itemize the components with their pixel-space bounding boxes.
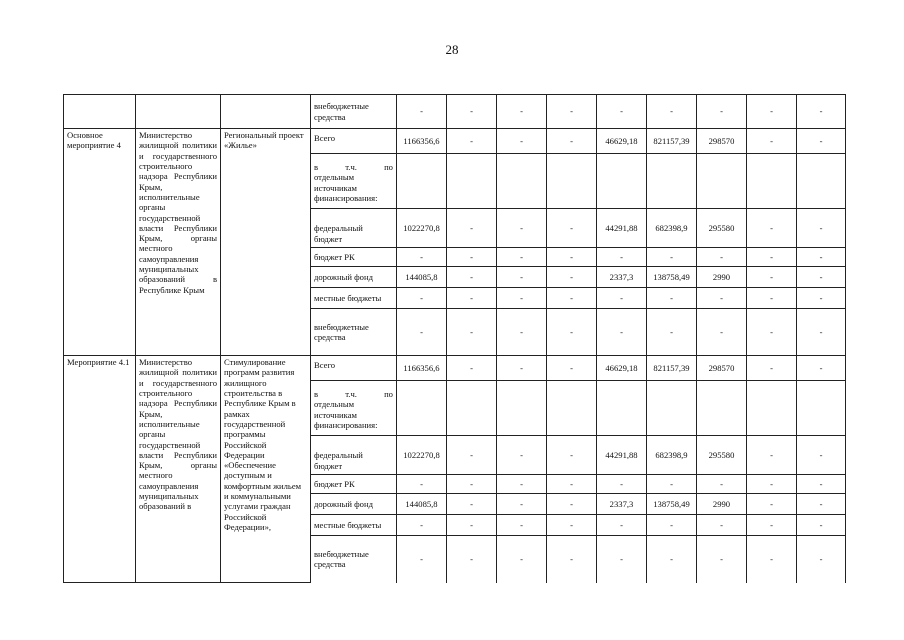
value-cell: - (597, 309, 647, 356)
value-cell: - (747, 494, 797, 515)
value-cell: - (397, 536, 447, 583)
value-cell: 298570 (697, 356, 747, 381)
table-row (64, 95, 846, 129)
value-cell (497, 154, 547, 209)
funding-source: Всего (311, 356, 397, 381)
value-cell: 2337,3 (597, 267, 647, 288)
value-cell: - (547, 356, 597, 381)
value-cell: - (497, 309, 547, 356)
value-cell (597, 154, 647, 209)
value-cell: - (797, 309, 846, 356)
value-cell: 295580 (697, 436, 747, 475)
empty-cell (136, 95, 221, 129)
value-cell: 144085,8 (397, 494, 447, 515)
value-cell: 1022270,8 (397, 436, 447, 475)
value-cell: 821157,39 (647, 356, 697, 381)
value-cell: - (747, 515, 797, 536)
value-cell: - (797, 95, 846, 129)
funding-source (311, 154, 397, 209)
value-cell (547, 154, 597, 209)
value-cell: - (747, 475, 797, 494)
project-name: Стимулирование программ развития жилищного строительства в Республике Крым в рамках государственной программы Российской Федерации «Обеспечение доступным и комфортным жильем и коммунальными услугами граждан Российской Федерации», (221, 356, 311, 583)
value-cell (697, 381, 747, 436)
value-cell (497, 381, 547, 436)
value-cell: - (447, 248, 497, 267)
value-cell: - (447, 475, 497, 494)
funding-source: бюджет РК (311, 475, 397, 494)
page-number: 28 (445, 42, 459, 57)
value-cell: - (747, 248, 797, 267)
value-cell: - (547, 475, 597, 494)
source-rest: отдельным источникам финансирования: (314, 172, 378, 203)
value-cell: - (647, 536, 697, 583)
value-cell: - (797, 436, 846, 475)
value-cell: - (797, 356, 846, 381)
value-cell: - (747, 129, 797, 154)
value-cell (747, 381, 797, 436)
funding-source: местные бюджеты (311, 288, 397, 309)
value-cell: 682398,9 (647, 436, 697, 475)
value-cell: - (797, 129, 846, 154)
value-cell: - (397, 475, 447, 494)
funding-source: внебюджетные средства (311, 309, 397, 356)
value-cell: - (647, 95, 697, 129)
funding-source: федеральный бюджет (311, 209, 397, 248)
value-cell: - (597, 475, 647, 494)
source-word: т.ч. (345, 389, 357, 399)
source-first-line (314, 389, 393, 399)
value-cell: - (647, 309, 697, 356)
value-cell: - (447, 209, 497, 248)
value-cell: - (597, 95, 647, 129)
value-cell: 46629,18 (597, 129, 647, 154)
source-word: по (384, 389, 393, 399)
value-cell: 1166356,6 (397, 356, 447, 381)
value-cell: - (497, 436, 547, 475)
table-row (64, 129, 846, 154)
value-cell: - (497, 288, 547, 309)
value-cell: - (397, 95, 447, 129)
empty-cell (221, 95, 311, 129)
empty-cell (64, 95, 136, 129)
value-cell: 2990 (697, 494, 747, 515)
value-cell: - (797, 267, 846, 288)
value-cell: - (797, 248, 846, 267)
value-cell (647, 154, 697, 209)
value-cell: - (447, 129, 497, 154)
funding-source: бюджет РК (311, 248, 397, 267)
value-cell: - (747, 95, 797, 129)
value-cell: - (447, 267, 497, 288)
value-cell: - (697, 248, 747, 267)
value-cell: 295580 (697, 209, 747, 248)
value-cell (597, 381, 647, 436)
value-cell (697, 154, 747, 209)
value-cell: 138758,49 (647, 494, 697, 515)
value-cell: 144085,8 (397, 267, 447, 288)
value-cell: - (497, 356, 547, 381)
value-cell: - (747, 288, 797, 309)
value-cell: - (797, 515, 846, 536)
value-cell (547, 381, 597, 436)
executor: Министерство жилищной политики и государственного строительного надзора Республики Крым, исполнительные органы государственной власти Республики Крым, органы местного самоуправления муниципальных образований в (136, 356, 221, 583)
value-cell: - (747, 309, 797, 356)
value-cell (747, 154, 797, 209)
value-cell: - (547, 129, 597, 154)
value-cell: - (397, 515, 447, 536)
value-cell: - (547, 436, 597, 475)
funding-source: федеральный бюджет (311, 436, 397, 475)
value-cell: - (497, 267, 547, 288)
value-cell: - (447, 95, 497, 129)
value-cell: - (447, 356, 497, 381)
value-cell: - (447, 494, 497, 515)
value-cell: 44291,88 (597, 436, 647, 475)
funding-source (311, 381, 397, 436)
executor: Министерство жилищной политики и государственного строительного надзора Республики Крым, исполнительные органы государственной власти Республики Крым, органы местного самоуправления муниципальных образований в Республике Крым (136, 129, 221, 356)
source-first-line (314, 162, 393, 172)
value-cell: - (547, 309, 597, 356)
value-cell: 1166356,6 (397, 129, 447, 154)
value-cell: 2990 (697, 267, 747, 288)
value-cell (647, 381, 697, 436)
value-cell: - (697, 95, 747, 129)
value-cell: - (547, 494, 597, 515)
value-cell: - (647, 515, 697, 536)
value-cell: - (497, 209, 547, 248)
value-cell: - (647, 248, 697, 267)
funding-table (63, 94, 846, 583)
value-cell: - (547, 95, 597, 129)
source-word: т.ч. (345, 162, 357, 172)
value-cell: - (397, 309, 447, 356)
value-cell: - (447, 288, 497, 309)
value-cell: - (797, 475, 846, 494)
value-cell: 138758,49 (647, 267, 697, 288)
value-cell (397, 381, 447, 436)
value-cell: - (547, 288, 597, 309)
value-cell: - (597, 248, 647, 267)
value-cell: - (597, 536, 647, 583)
table-row (64, 356, 846, 381)
value-cell (797, 154, 846, 209)
value-cell: - (497, 248, 547, 267)
value-cell: - (447, 436, 497, 475)
value-cell: - (497, 129, 547, 154)
value-cell: - (497, 494, 547, 515)
value-cell: - (447, 536, 497, 583)
value-cell: 46629,18 (597, 356, 647, 381)
value-cell: 1022270,8 (397, 209, 447, 248)
value-cell (447, 381, 497, 436)
value-cell: - (547, 536, 597, 583)
value-cell: - (797, 536, 846, 583)
value-cell: - (497, 536, 547, 583)
source-word: в (314, 389, 319, 399)
value-cell: - (647, 475, 697, 494)
funding-source: внебюджетные средства (311, 95, 397, 129)
value-cell: 298570 (697, 129, 747, 154)
value-cell: - (547, 209, 597, 248)
value-cell (447, 154, 497, 209)
value-cell: - (797, 288, 846, 309)
value-cell: - (797, 494, 846, 515)
value-cell: - (747, 356, 797, 381)
value-cell: - (747, 209, 797, 248)
value-cell: - (397, 248, 447, 267)
value-cell: - (697, 475, 747, 494)
value-cell: - (397, 288, 447, 309)
value-cell: - (447, 515, 497, 536)
value-cell: - (547, 248, 597, 267)
value-cell: 821157,39 (647, 129, 697, 154)
activity-name: Мероприятие 4.1 (64, 356, 136, 583)
funding-source: внебюджетные средства (311, 536, 397, 583)
funding-source: Всего (311, 129, 397, 154)
value-cell: - (647, 288, 697, 309)
value-cell: - (597, 515, 647, 536)
value-cell: - (747, 436, 797, 475)
activity-name: Основное мероприятие 4 (64, 129, 136, 356)
value-cell: - (697, 536, 747, 583)
value-cell: - (697, 515, 747, 536)
value-cell: - (747, 267, 797, 288)
project-name: Региональный проект «Жилье» (221, 129, 311, 356)
value-cell: - (747, 536, 797, 583)
value-cell: - (447, 309, 497, 356)
value-cell: - (497, 515, 547, 536)
value-cell: - (797, 209, 846, 248)
value-cell: 44291,88 (597, 209, 647, 248)
funding-source: местные бюджеты (311, 515, 397, 536)
source-word: по (384, 162, 393, 172)
value-cell: - (547, 515, 597, 536)
value-cell: - (497, 95, 547, 129)
source-word: в (314, 162, 319, 172)
source-rest: отдельным источникам финансирования: (314, 399, 378, 430)
value-cell (797, 381, 846, 436)
value-cell: - (547, 267, 597, 288)
value-cell: 682398,9 (647, 209, 697, 248)
value-cell: - (497, 475, 547, 494)
funding-source: дорожный фонд (311, 494, 397, 515)
value-cell: - (697, 288, 747, 309)
value-cell: 2337,3 (597, 494, 647, 515)
value-cell: - (697, 309, 747, 356)
value-cell: - (597, 288, 647, 309)
funding-source: дорожный фонд (311, 267, 397, 288)
value-cell (397, 154, 447, 209)
